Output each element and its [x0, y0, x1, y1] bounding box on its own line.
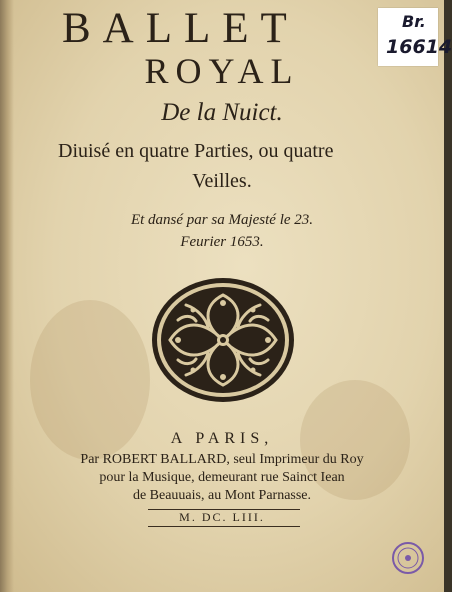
imprint-city: A PARIS,	[170, 430, 274, 447]
library-call-number-label	[378, 8, 452, 66]
year-rule-bottom	[148, 526, 300, 527]
call-number: 16614	[386, 36, 452, 58]
ornament-icon	[148, 275, 298, 405]
description-line-2: Veilles.	[192, 170, 252, 192]
imprint-printer-line-2: pour la Musique, demeurant rue Sainct Iean	[99, 470, 345, 485]
library-stamp-icon	[391, 541, 425, 575]
imprint-year: M. DC. LIII.	[179, 510, 265, 524]
title-royal: ROYAL	[144, 51, 300, 91]
title-ballet: BALLET	[62, 5, 299, 52]
description-line-1: Diuisé en quatre Parties, ou quatre	[58, 140, 334, 162]
imprint-printer-line-1: Par ROBERT BALLARD, seul Imprimeur du Roy	[80, 452, 364, 467]
call-number-prefix: Br.	[402, 12, 426, 31]
subtitle-de-la-nuict: De la Nuict.	[161, 99, 283, 126]
performance-line-1: Et dansé par sa Majesté le 23.	[130, 212, 314, 228]
imprint-printer-line-3: de Beauuais, au Mont Parnasse.	[132, 488, 312, 503]
performance-date: Feurier 1653.	[180, 234, 264, 250]
